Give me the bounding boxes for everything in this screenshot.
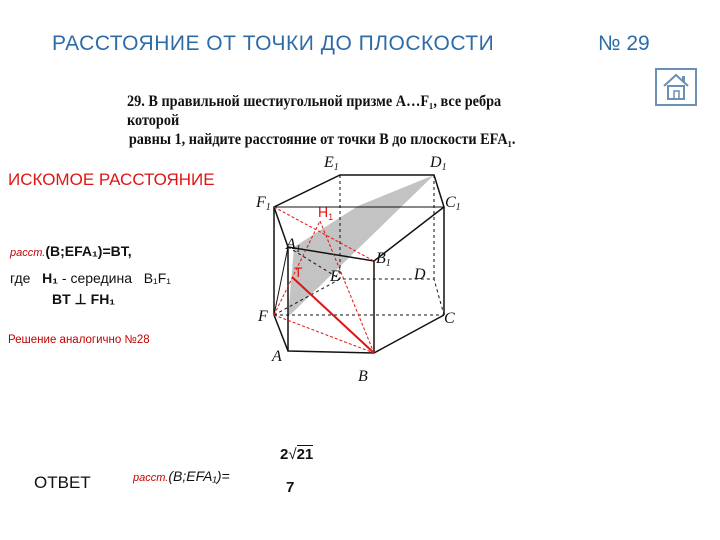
problem-line-1: 29. В правильной шестиугольной призме A…F₁, все ребра которой (127, 93, 502, 129)
label-f: F (258, 308, 268, 325)
problem-line-2: равны 1, найдите расстояние от точки B до плоскости EFA₁. (128, 131, 516, 148)
label-e1: E1 (324, 154, 339, 173)
home-icon (657, 70, 695, 104)
label-a1: A1 (286, 236, 301, 255)
answer-numerator (280, 446, 313, 463)
answer-label: ОТВЕТ (34, 473, 91, 492)
solution-line-1 (10, 243, 132, 259)
label-a: A (272, 348, 282, 365)
solution-note: Решение аналогично №28 (8, 334, 150, 346)
prism-figure (250, 145, 460, 385)
answer-dist-abbr: расст. (133, 472, 169, 484)
home-button[interactable] (655, 68, 697, 106)
label-t: T (294, 264, 303, 280)
dist-abbr: расст. (10, 247, 46, 259)
answer-denominator: 7 (286, 479, 295, 496)
slide-number: № 29 (598, 32, 650, 55)
solution-line-2 (10, 270, 171, 286)
label-e: E (330, 268, 340, 285)
answer-formula: (B;EFA₁)= (168, 468, 230, 484)
label-c1: C1 (445, 194, 461, 213)
where-word: где (10, 270, 31, 286)
page-title: РАССТОЯНИЕ ОТ ТОЧКИ ДО ПЛОСКОСТИ (52, 32, 495, 55)
numerator-coef: 2 (280, 446, 289, 463)
label-d: D (414, 266, 426, 283)
label-b1: B1 (376, 250, 391, 269)
section-heading: ИСКОМОЕ РАССТОЯНИЕ (8, 170, 215, 189)
label-c: C (444, 310, 455, 327)
section-plane (288, 175, 434, 317)
sqrt-icon: √ (288, 446, 297, 463)
point-h1: H₁ (42, 270, 59, 286)
midpoint-text: - середина (61, 270, 133, 286)
label-b: B (358, 368, 368, 385)
solution-formula: (B;EFA₁)=BT, (45, 243, 132, 259)
label-d1: D1 (430, 154, 447, 173)
label-h1: $H_1$ (318, 204, 334, 222)
answer-expression (133, 468, 230, 484)
solution-line-3: BT ⊥ FH₁ (52, 291, 116, 307)
label-f1: F1 (256, 194, 271, 213)
numerator-root: 21 (296, 446, 314, 463)
segment-b1f1: B₁F₁ (143, 270, 172, 286)
f-b-line (274, 315, 374, 353)
f-a1-line (274, 247, 288, 315)
problem-statement (127, 92, 550, 149)
